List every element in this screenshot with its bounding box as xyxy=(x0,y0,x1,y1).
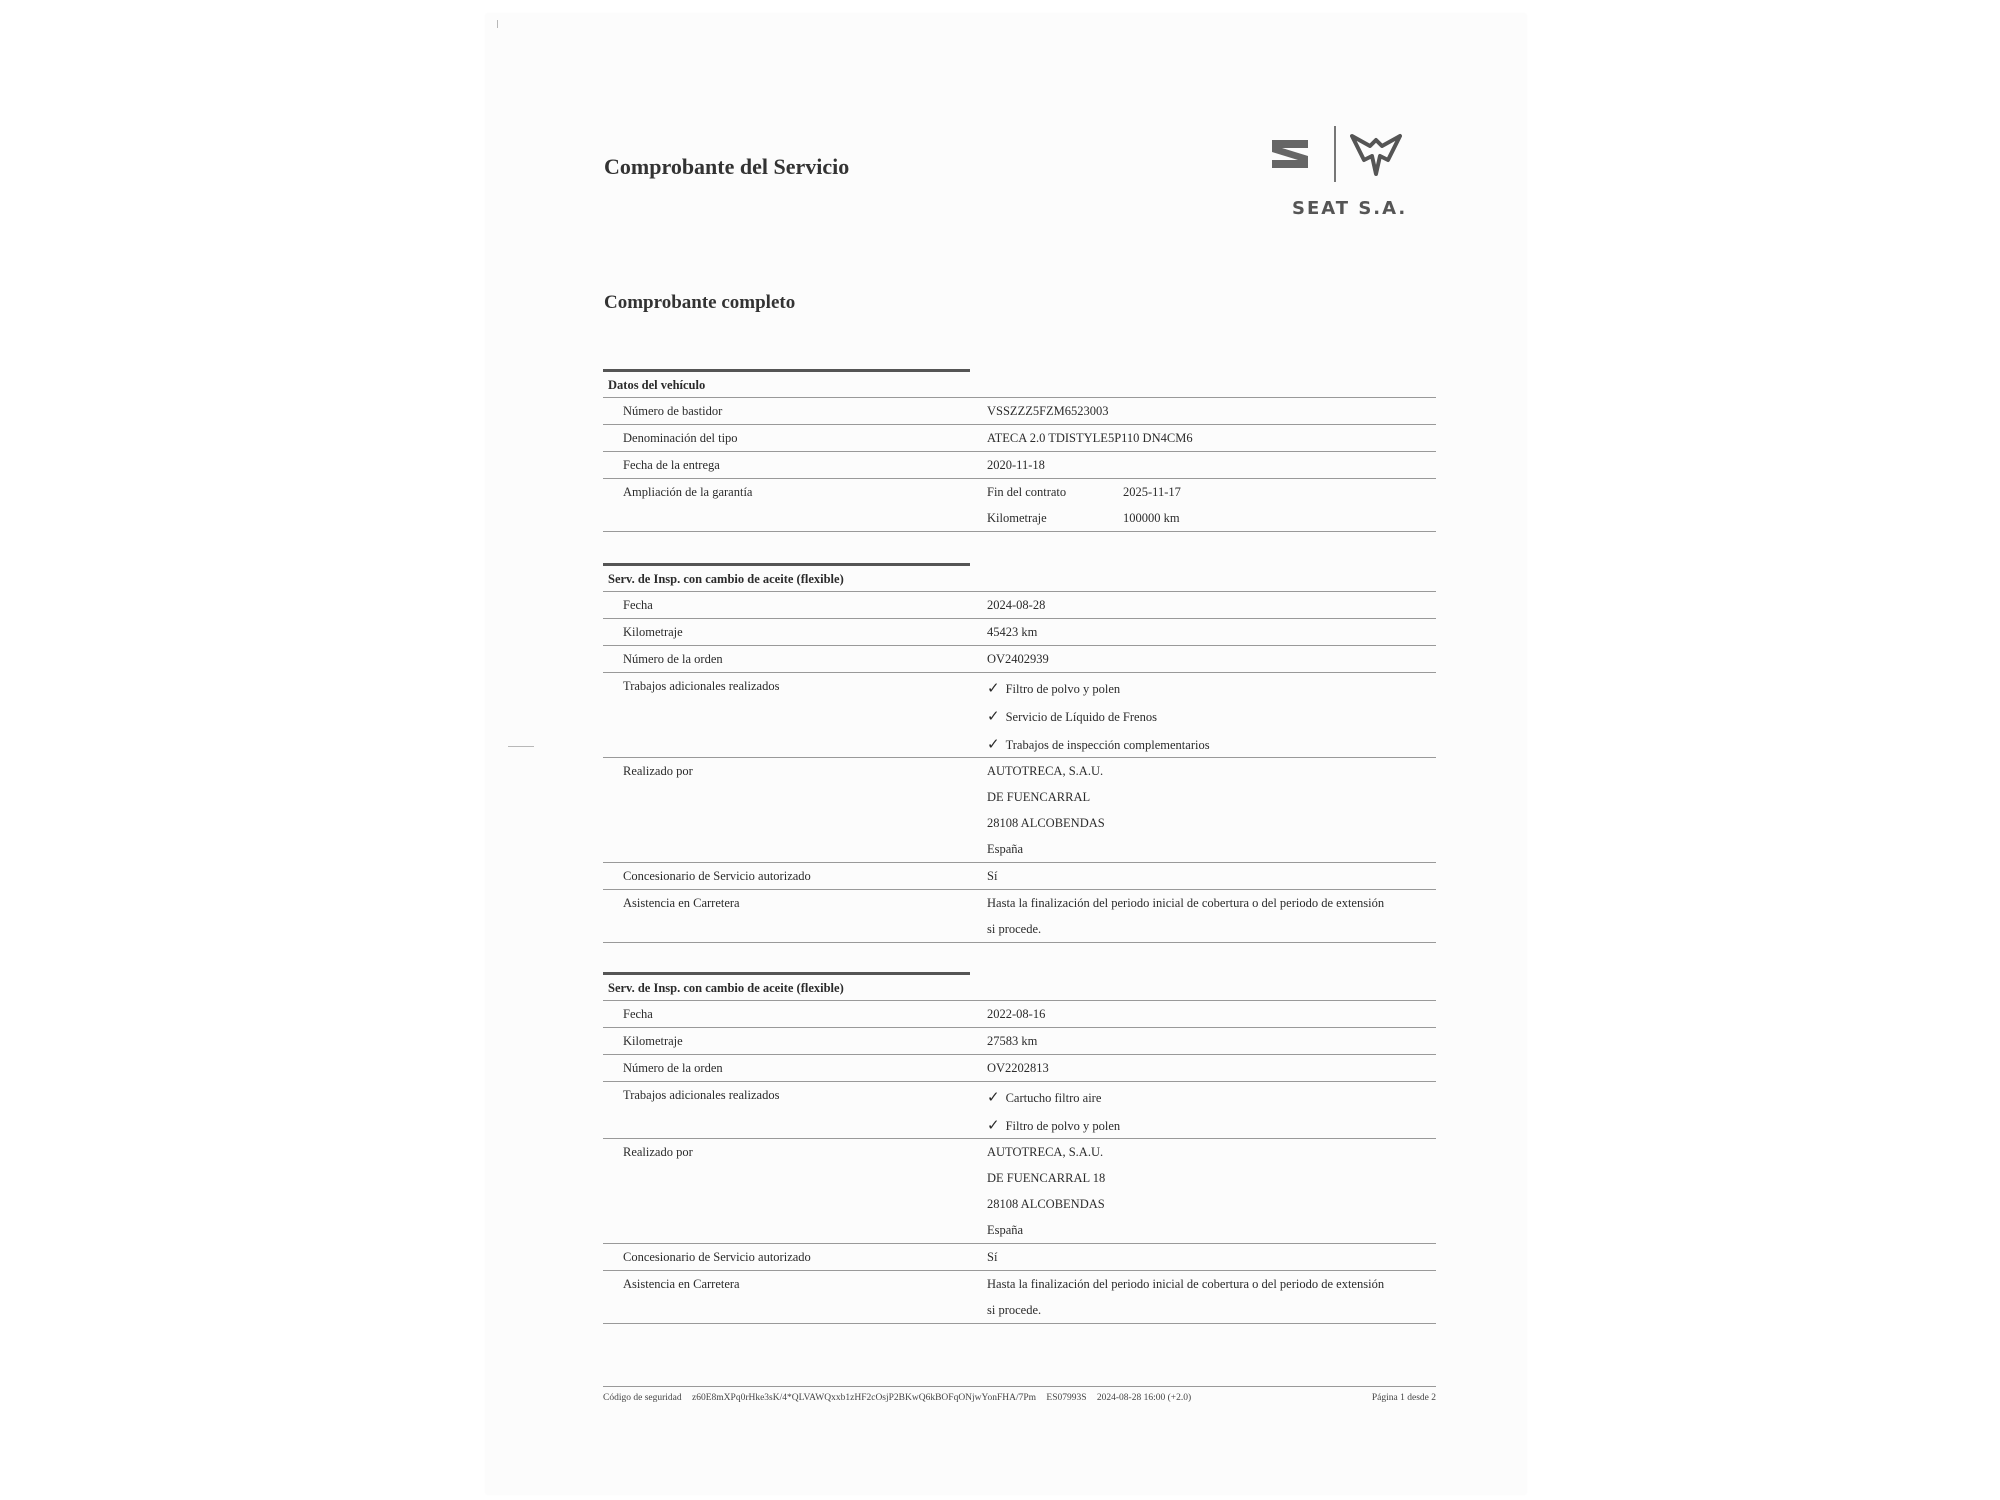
contract-end-label: Fin del contrato xyxy=(987,485,1067,499)
checkmark-icon: ✓ xyxy=(987,1088,1000,1106)
mileage-value: 27583 km xyxy=(987,1034,1038,1048)
security-label: Código de seguridad xyxy=(603,1393,682,1403)
checkmark-icon: ✓ xyxy=(987,1116,1000,1134)
extra-item: ✓ Servicio de Líquido de Frenos xyxy=(987,701,1436,729)
service-date-row xyxy=(603,1001,1436,1028)
dealer-code: ES07993S xyxy=(1046,1393,1087,1403)
date-label: Fecha xyxy=(623,1007,653,1021)
extra-item: ✓ Trabajos de inspección complementarios xyxy=(987,729,1436,757)
contract-end-line xyxy=(987,479,1436,505)
footer-timestamp: 2024-08-28 16:00 (+2.0) xyxy=(1096,1393,1192,1403)
order-label: Número de la orden xyxy=(623,1061,723,1075)
delivery-value: 2020-11-18 xyxy=(987,458,1045,472)
checkmark-icon: ✓ xyxy=(987,707,1000,725)
service-section xyxy=(603,563,1436,943)
vin-row xyxy=(603,398,1436,425)
mileage-value: 45423 km xyxy=(987,625,1038,639)
section-title: Serv. de Insp. con cambio de aceite (flexible) xyxy=(603,566,1436,592)
vehicle-section xyxy=(603,369,1436,532)
service-assist-row xyxy=(603,1271,1436,1324)
security-code: z60E8mXPq0rHke3sK/4*QLVAWQxxb1zHF2cOsjP2BKwQ6kBOFqONjwYonFHA/7Pm xyxy=(692,1393,1037,1403)
page-indicator xyxy=(1372,1393,1436,1403)
type-row xyxy=(603,425,1436,452)
dealer-value: Sí xyxy=(987,869,998,883)
seat-logo-icon xyxy=(1270,136,1310,172)
service-dealer-row xyxy=(603,863,1436,890)
brand-text: SEAT S.A. xyxy=(1292,198,1408,219)
mileage-label: Kilometraje xyxy=(623,1034,683,1048)
dealer-value: Sí xyxy=(987,1250,998,1264)
document-title: Comprobante del Servicio xyxy=(604,154,850,179)
assist-label: Asistencia en Carretera xyxy=(623,1277,740,1291)
assist-line: Hasta la finalización del periodo inicial de cobertura o del periodo de extensión xyxy=(987,1277,1385,1291)
warranty-mileage-label: Kilometraje xyxy=(987,511,1047,525)
service-extra-row xyxy=(603,1082,1436,1139)
section-title: Serv. de Insp. con cambio de aceite (flexible) xyxy=(603,975,1436,1001)
assist-line: Hasta la finalización del periodo inicial de cobertura o del periodo de extensión xyxy=(987,896,1385,910)
type-label: Denominación del tipo xyxy=(623,431,738,445)
warranty-mileage-line xyxy=(987,505,1436,531)
vin-value: VSSZZZ5FZM6523003 xyxy=(987,404,1109,418)
by-label: Realizado por xyxy=(623,1145,693,1159)
contract-end-value: 2025-11-17 xyxy=(1123,485,1181,499)
by-line: DE FUENCARRAL xyxy=(987,790,1091,804)
by-line: AUTOTRECA, S.A.U. xyxy=(987,764,1104,778)
service-dealer-row xyxy=(603,1244,1436,1271)
service-mileage-row xyxy=(603,619,1436,646)
date-label: Fecha xyxy=(623,598,653,612)
date-value: 2022-08-16 xyxy=(987,1007,1046,1021)
dealer-label: Concesionario de Servicio autorizado xyxy=(623,1250,811,1264)
page-footer xyxy=(603,1386,1436,1403)
by-line: AUTOTRECA, S.A.U. xyxy=(987,1145,1104,1159)
by-line: España xyxy=(987,1223,1024,1237)
cupra-logo-icon xyxy=(1350,132,1402,178)
order-value: OV2402939 xyxy=(987,652,1049,666)
service-by-row xyxy=(603,758,1436,863)
order-label: Número de la orden xyxy=(623,652,723,666)
logo-divider xyxy=(1334,126,1336,182)
warranty-row xyxy=(603,479,1436,532)
warranty-mileage-value: 100000 km xyxy=(1123,511,1180,525)
scan-mark xyxy=(508,746,534,747)
page-number: 1 xyxy=(1400,1393,1405,1403)
service-extra-row xyxy=(603,673,1436,758)
extra-label: Trabajos adicionales realizados xyxy=(623,679,780,693)
extra-item: ✓ Cartucho filtro aire xyxy=(987,1082,1436,1110)
by-label: Realizado por xyxy=(623,764,693,778)
by-line: 28108 ALCOBENDAS xyxy=(987,816,1105,830)
service-by-row xyxy=(603,1139,1436,1244)
extra-item: ✓ Filtro de polvo y polen xyxy=(987,1110,1436,1138)
by-line: DE FUENCARRAL 18 xyxy=(987,1171,1106,1185)
document-subtitle: Comprobante completo xyxy=(604,292,796,313)
service-order-row xyxy=(603,1055,1436,1082)
service-date-row xyxy=(603,592,1436,619)
assist-line: si procede. xyxy=(987,922,1042,936)
page-total: 2 xyxy=(1431,1393,1436,1403)
footer-security xyxy=(603,1393,1199,1403)
section-title: Datos del vehículo xyxy=(603,372,1436,398)
dealer-label: Concesionario de Servicio autorizado xyxy=(623,869,811,883)
checkmark-icon: ✓ xyxy=(987,679,1000,697)
service-mileage-row xyxy=(603,1028,1436,1055)
service-section xyxy=(603,972,1436,1324)
date-value: 2024-08-28 xyxy=(987,598,1046,612)
type-value: ATECA 2.0 TDISTYLE5P110 DN4CM6 xyxy=(987,431,1193,445)
delivery-label: Fecha de la entrega xyxy=(623,458,720,472)
page-label: Página xyxy=(1371,1393,1398,1403)
by-line: 28108 ALCOBENDAS xyxy=(987,1197,1105,1211)
page-of: desde xyxy=(1407,1393,1429,1403)
by-line: España xyxy=(987,842,1024,856)
service-order-row xyxy=(603,646,1436,673)
mileage-label: Kilometraje xyxy=(623,625,683,639)
checkmark-icon: ✓ xyxy=(987,735,1000,753)
extra-label: Trabajos adicionales realizados xyxy=(623,1088,780,1102)
order-value: OV2202813 xyxy=(987,1061,1049,1075)
warranty-label: Ampliación de la garantía xyxy=(623,485,753,499)
assist-line: si procede. xyxy=(987,1303,1042,1317)
brand-logo xyxy=(1270,124,1410,224)
assist-label: Asistencia en Carretera xyxy=(623,896,740,910)
service-assist-row xyxy=(603,890,1436,943)
vin-label: Número de bastidor xyxy=(623,404,723,418)
scan-mark xyxy=(497,20,498,28)
delivery-row xyxy=(603,452,1436,479)
extra-item: ✓ Filtro de polvo y polen xyxy=(987,673,1436,701)
